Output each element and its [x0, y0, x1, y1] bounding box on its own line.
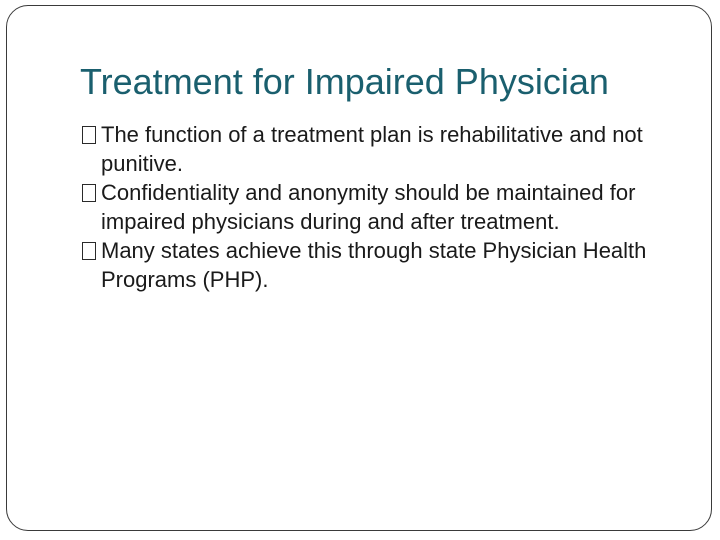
missing-glyph-box-icon — [82, 184, 96, 202]
missing-glyph-box-icon — [82, 242, 96, 260]
slide-title: Treatment for Impaired Physician — [80, 61, 609, 102]
bullet-item-php — [82, 236, 682, 294]
bullet-text: The function of a treatment plan is rehabilitative and not punitive. — [101, 122, 643, 176]
bullet-list — [82, 120, 682, 294]
missing-glyph-box-icon — [82, 126, 96, 144]
bullet-text: Many states achieve this through state Physician Health Programs (PHP). — [101, 238, 647, 292]
bullet-item-confidentiality — [82, 178, 682, 236]
bullet-item-rehabilitative — [82, 120, 682, 178]
bullet-text: Confidentiality and anonymity should be maintained for impaired physicians during and after treatment. — [101, 180, 636, 234]
